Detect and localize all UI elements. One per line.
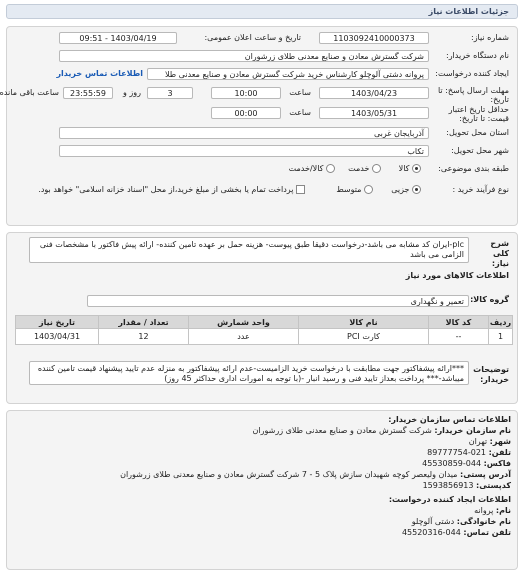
summary-field[interactable]: plc-ایران کد مشابه می باشد-درخواست دقیقا طبق پیوست- هزینه حمل بر عهده تامین کننده- ارائه پیش فاکتور با مشخصات فنی الزامی می باشد	[29, 237, 469, 263]
reply-time-label: ساعت	[289, 88, 311, 97]
org-line: نام سازمان خریدار: شرکت گسترش معادن و صنایع معدنی طلای زرشوران	[252, 426, 511, 435]
cell-date: 1403/04/31	[16, 329, 99, 345]
phone-line: تلفن: 021-89777754	[427, 448, 511, 457]
category-option-both[interactable]: کالا/خدمت	[289, 164, 335, 173]
validity-time-label: ساعت	[289, 108, 311, 117]
validity-time-field[interactable]: 00:00	[211, 107, 281, 119]
remaining-time-field[interactable]: 23:55:59	[63, 87, 113, 99]
cell-row: 1	[489, 329, 513, 345]
goods-table	[15, 315, 513, 345]
creator-contact-title: اطلاعات ایجاد کننده درخواست:	[388, 495, 511, 504]
col-header-unit: واحد شمارش	[189, 316, 299, 329]
need-info-panel	[0, 26, 518, 226]
buyer-contact-link[interactable]: اطلاعات تماس خریدار	[56, 69, 143, 78]
city-label: شهر محل تحویل:	[451, 146, 509, 155]
buyer-notes-field[interactable]: ***ارائه پیشفاکتور جهت مطابقت با درخواست خرید الزامیست-عدم ارائه پیشفاکتور به منزله عدم تایید پیشنهاد قیمت تامین کننده میباشد-*** پرداخت بعداز تایید فنی و رسید انبار -(با توجه به امورات اداری حداکثر 45 روز)	[29, 361, 469, 385]
process-option-minor[interactable]: جزیی	[391, 185, 421, 194]
fname-line: نام: پروانه	[474, 506, 511, 515]
province-label: استان محل تحویل:	[446, 128, 509, 137]
creator-field[interactable]: پروانه دشتی آلوچلو کارشناس خرید شرکت گسترش معادن و صنایع معدنی طلا	[147, 68, 429, 80]
validity-label: حداقل تاریخ اعتبار قیمت: تا تاریخ:	[448, 105, 509, 123]
creator-phone-line: تلفن تماس: 044-45520316	[401, 528, 511, 537]
fax-line: فاکس: 044-45530859	[422, 459, 511, 468]
cell-name: کارت PCI	[299, 329, 429, 345]
buyer-field[interactable]: شرکت گسترش معادن و صنایع معدنی طلای زرشوران	[59, 50, 429, 62]
contact-panel	[6, 410, 518, 570]
province-field[interactable]: آذربایجان غربی	[59, 127, 429, 139]
cell-unit: عدد	[189, 329, 299, 345]
goods-group-label: گروه کالا:	[470, 295, 509, 304]
reply-time-field[interactable]: 10:00	[211, 87, 281, 99]
process-label: نوع فرآیند خرید :	[452, 185, 509, 194]
reply-deadline-label: مهلت ارسال پاسخ: تا تاریخ:	[437, 86, 509, 104]
buyer-contact-title: اطلاعات تماس سازمان خریدار:	[388, 415, 511, 424]
cell-qty: 12	[99, 329, 189, 345]
radio-selected-icon[interactable]	[412, 185, 421, 194]
postal-line: کدپستی: 1593856913	[422, 481, 511, 490]
creator-label: ایجاد کننده درخواست:	[435, 69, 509, 78]
days-label: روز و	[123, 88, 141, 97]
remaining-label: ساعت باقی مانده	[0, 88, 59, 97]
radio-icon[interactable]	[364, 185, 373, 194]
col-header-name: نام کالا	[299, 316, 429, 329]
reply-date-field[interactable]: 1403/04/23	[319, 87, 429, 99]
need-details-panel	[6, 232, 518, 404]
process-option-medium[interactable]: متوسط	[336, 185, 373, 194]
announce-label: تاریخ و ساعت اعلان عمومی:	[204, 33, 301, 42]
need-number-label: شماره نیاز:	[471, 33, 509, 42]
payment-treasury-option[interactable]: پرداخت تمام یا بخشی از مبلغ خرید،از محل "اسناد خزانه اسلامی" خواهد بود.	[38, 185, 305, 194]
validity-date-field[interactable]: 1403/05/31	[319, 107, 429, 119]
col-header-date: تاریخ نیاز	[16, 316, 99, 329]
buyer-notes-label: توضیحات خریدار:	[473, 365, 509, 384]
category-label: طبقه بندی موضوعی:	[438, 164, 509, 173]
city-line: شهر: تهران	[468, 437, 511, 446]
category-option-goods[interactable]: کالا	[399, 164, 421, 173]
summary-label: شرح کلی نیاز:	[490, 239, 509, 268]
need-number-field[interactable]: 1103092410000373	[319, 32, 429, 44]
col-header-code: کد کالا	[429, 316, 489, 329]
category-option-service[interactable]: خدمت	[348, 164, 381, 173]
section-header	[6, 4, 518, 19]
table-row[interactable]	[16, 329, 513, 345]
buyer-label: نام دستگاه خریدار:	[446, 51, 509, 60]
announce-field[interactable]: 1403/04/19 - 09:51	[59, 32, 177, 44]
lname-line: نام خانوادگی: دشتی آلوچلو	[411, 517, 511, 526]
radio-icon[interactable]	[372, 164, 381, 173]
section-title: جزئیات اطلاعات نیاز	[428, 7, 509, 16]
city-field[interactable]: تکاب	[59, 145, 429, 157]
checkbox-icon[interactable]	[296, 185, 305, 194]
address-line: آدرس پستی: میدان ولیعصر کوچه شهیدان سازش پلاک 5 - 7 شرکت گسترش معادن و صنایع معدنی طلای زرشوران	[120, 470, 511, 479]
col-header-qty: تعداد / مقدار	[99, 316, 189, 329]
col-header-row: ردیف	[489, 317, 512, 327]
goods-group-field[interactable]: تعمیر و نگهداری	[87, 295, 469, 307]
table-header-row	[16, 316, 513, 329]
radio-selected-icon[interactable]	[412, 164, 421, 173]
days-field[interactable]: 3	[147, 87, 193, 99]
radio-icon[interactable]	[326, 164, 335, 173]
goods-info-label: اطلاعات کالاهای مورد نیاز	[405, 271, 509, 280]
cell-code: --	[429, 329, 489, 345]
